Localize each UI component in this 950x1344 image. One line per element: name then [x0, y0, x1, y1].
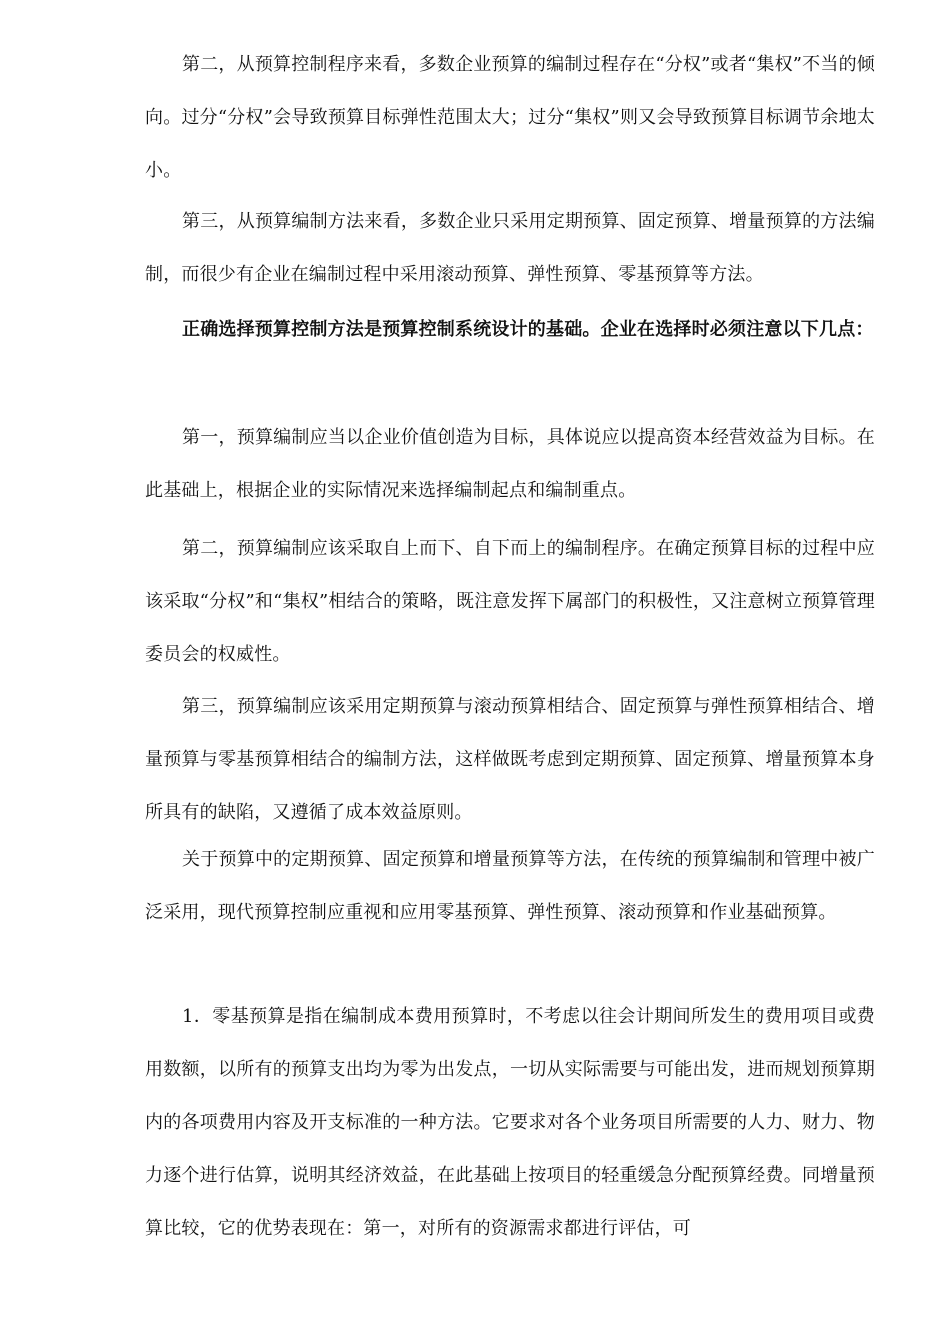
- paragraph-budget-compilation-method: 第三，从预算编制方法来看，多数企业只采用定期预算、固定预算、增量预算的方法编制，而很少有企业在编制过程中采用滚动预算、弹性预算、零基预算等方法。: [145, 211, 875, 285]
- paragraph-point-two: 第二，预算编制应该采取自上而下、自下而上的编制程序。在确定预算目标的过程中应该采取“分权”和“集权”相结合的策略，既注意发挥下属部门的积极性，又注意树立预算管理委员会的权威性。: [145, 538, 875, 665]
- document-page: [145, 0, 875, 1344]
- paragraph-method-selection-heading: 正确选择预算控制方法是预算控制系统设计的基础。企业在选择时必须注意以下几点：: [182, 319, 874, 340]
- paragraph-budget-control-procedure: 第二，从预算控制程序来看，多数企业预算的编制过程存在“分权”或者“集权”不当的倾向。过分“分权”会导致预算目标弹性范围太大；过分“集权”则又会导致预算目标调节余地太小。: [145, 54, 875, 181]
- paragraph-point-three: 第三，预算编制应该采用定期预算与滚动预算相结合、固定预算与弹性预算相结合、增量预算与零基预算相结合的编制方法，这样做既考虑到定期预算、固定预算、增量预算本身所具有的缺陷，又遵循了成本效益原则。: [145, 696, 875, 823]
- paragraph-zero-based-budget: 1．零基预算是指在编制成本费用预算时，不考虑以往会计期间所发生的费用项目或费用数额，以所有的预算支出均为零为出发点，一切从实际需要与可能出发，进而规划预算期内的各项费用内容及开支标准的一种方法。它要求对各个业务项目所需要的人力、财力、物力逐个进行估算，说明其经济效益，在此基础上按项目的轻重缓急分配预算经费。同增量预算比较，它的优势表现在：第一，对所有的资源需求都进行评估，可: [145, 1006, 875, 1239]
- paragraph-point-one: 第一，预算编制应当以企业价值创造为目标，具体说应以提高资本经营效益为目标。在此基础上，根据企业的实际情况来选择编制起点和编制重点。: [145, 427, 875, 501]
- paragraph-modern-budget-control: 关于预算中的定期预算、固定预算和增量预算等方法，在传统的预算编制和管理中被广泛采用，现代预算控制应重视和应用零基预算、弹性预算、滚动预算和作业基础预算。: [145, 849, 875, 923]
